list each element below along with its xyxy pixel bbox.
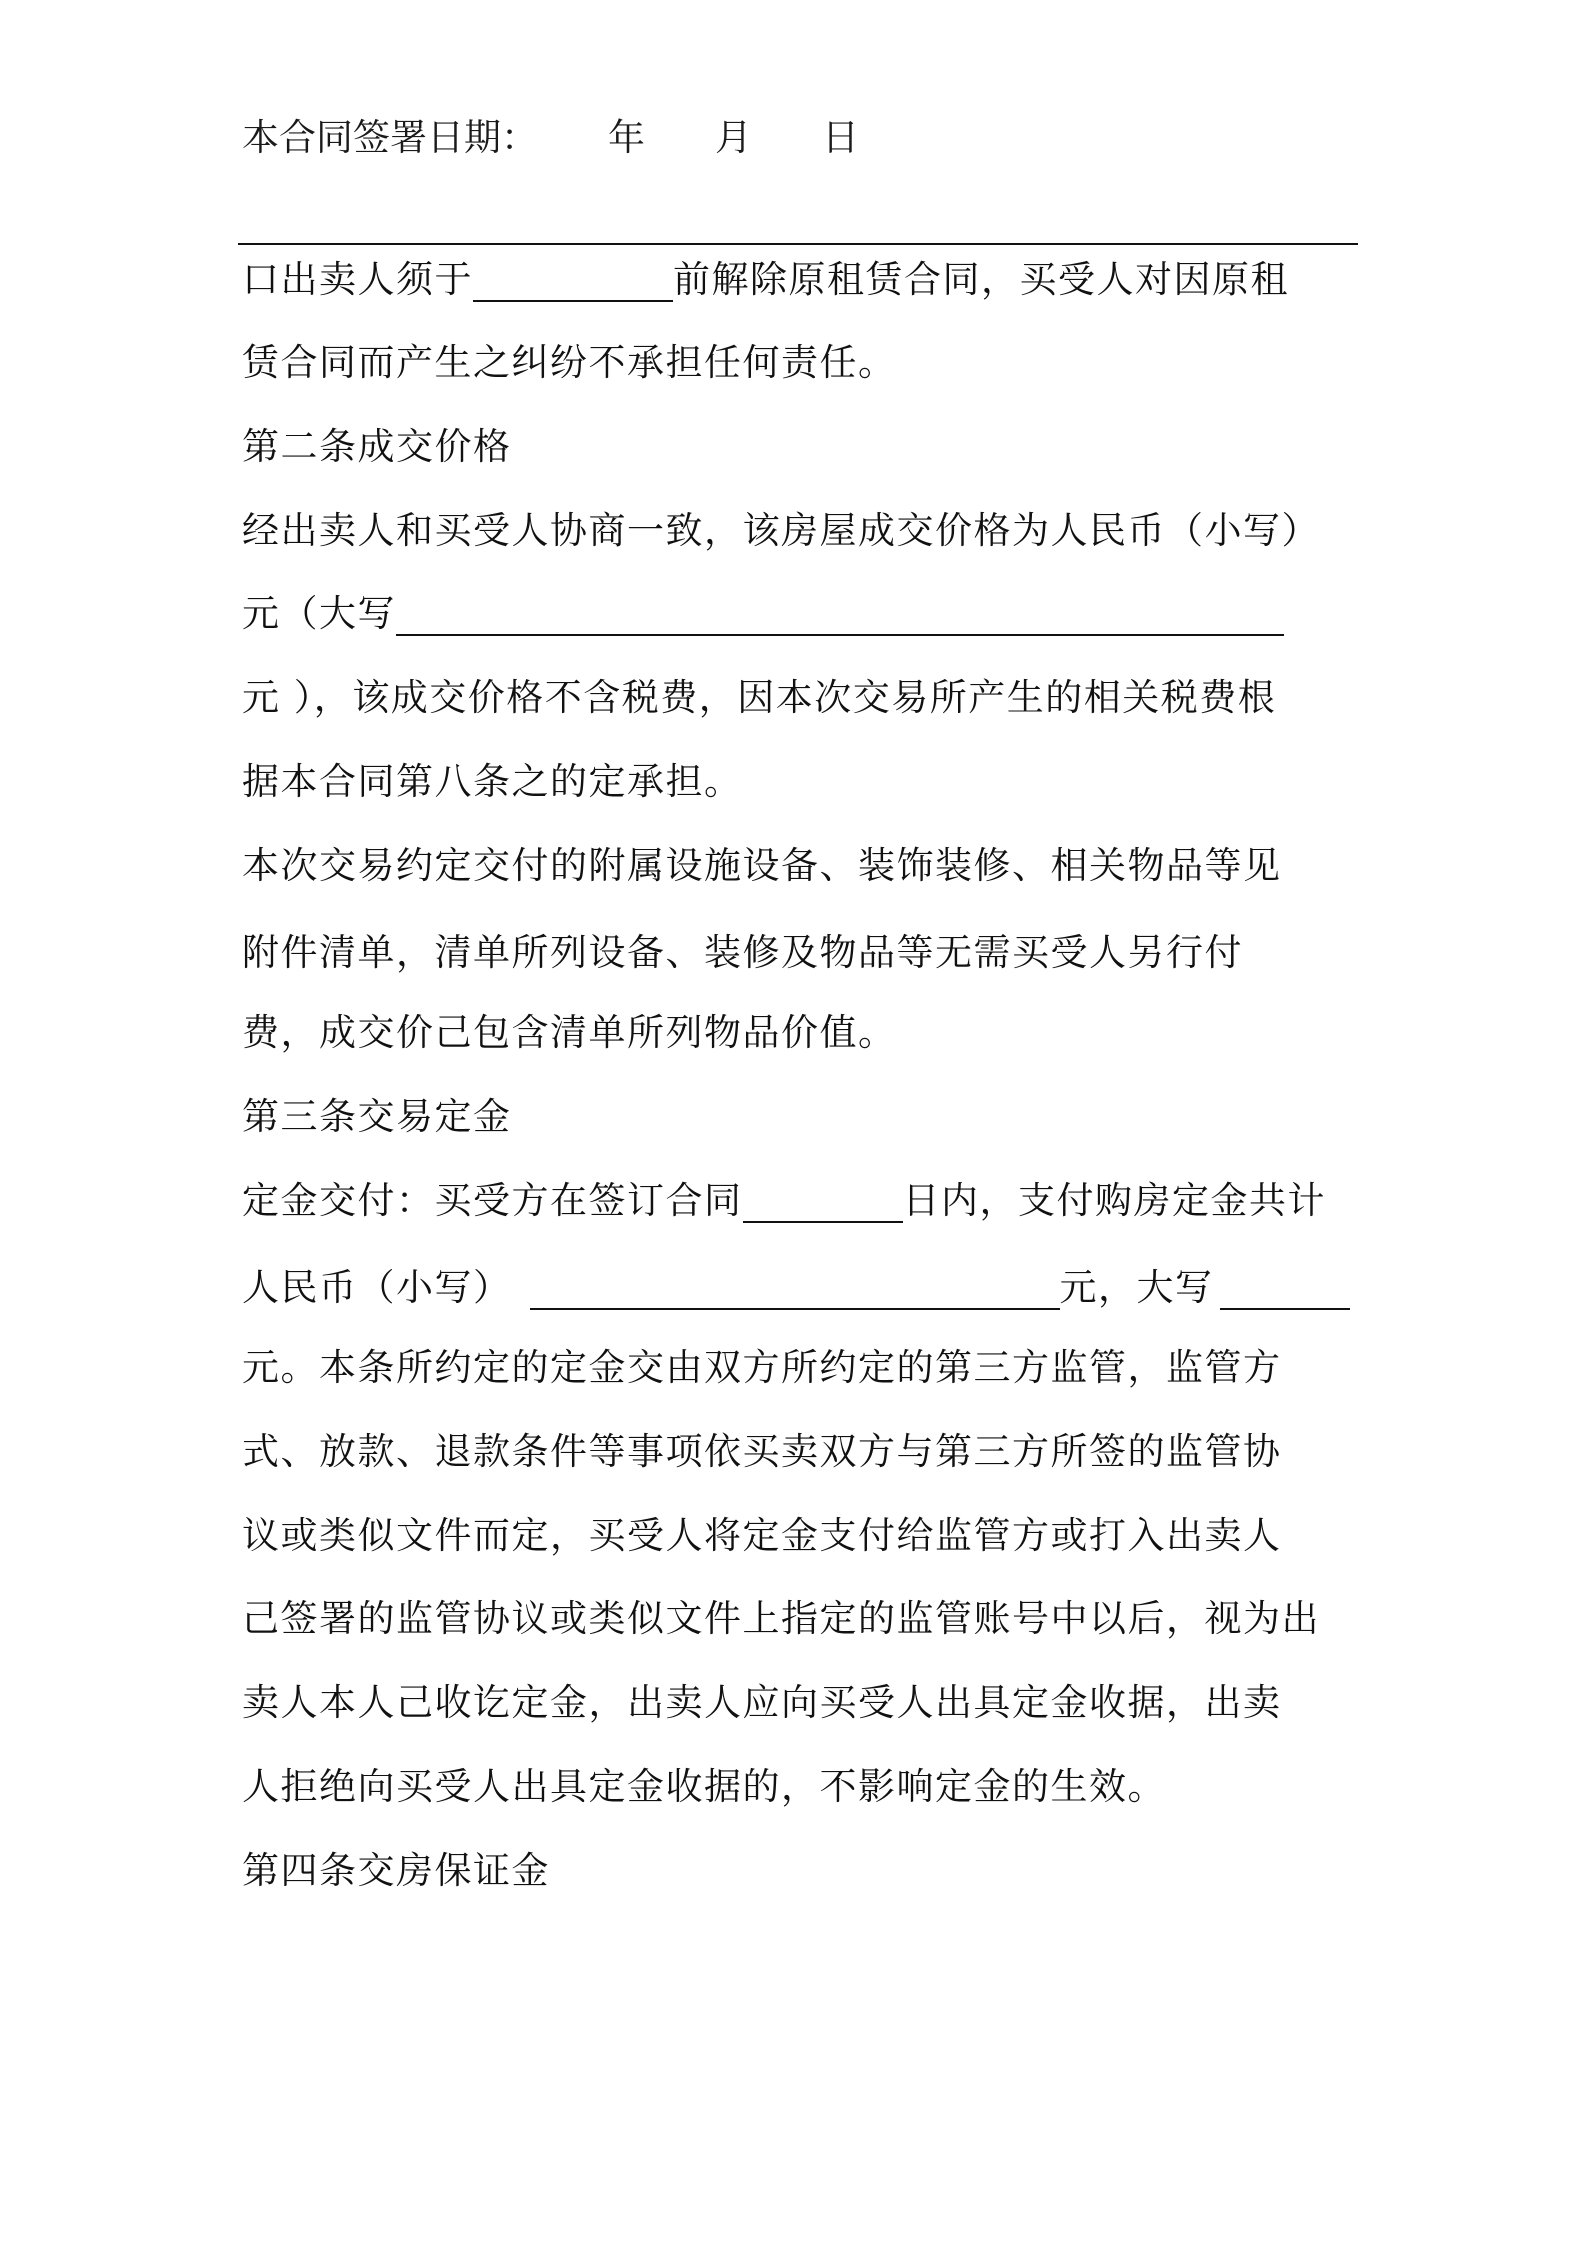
paragraph-line: 据本合同第八条之的定承担。 [242, 760, 743, 803]
text-segment: 口出卖人须于 [242, 258, 473, 301]
text-segment: 元（大写 [242, 592, 396, 635]
blank-field [530, 1272, 1060, 1310]
blank-field [473, 264, 673, 302]
paragraph-line: 赁合同而产生之纠纷不承担任何责任。 [242, 341, 897, 384]
paragraph-line: 费，成交价己包含清单所列物品价值。 [242, 1011, 897, 1054]
month-label: 月 [715, 116, 752, 159]
text-segment: 日内，支付购房定金共计 [902, 1179, 1326, 1222]
text-segment: 人民币（小写） [242, 1266, 512, 1309]
year-label: 年 [608, 116, 645, 159]
paragraph-line: 经出卖人和买受人协商一致，该房屋成交价格为人民币（小写） [242, 509, 1320, 552]
paragraph-line: 人拒绝向买受人出具定金收据的，不影响定金的生效。 [242, 1765, 1166, 1808]
paragraph-line [242, 1179, 1326, 1223]
paragraph-line: 本次交易约定交付的附属设施设备、装饰装修、相关物品等见 [242, 844, 1282, 887]
text-segment: 元，大写 [1059, 1266, 1214, 1309]
paragraph-line [242, 1266, 1350, 1310]
section-heading-4: 第四条交房保证金 [242, 1849, 550, 1892]
text-segment: 前解除原租赁合同，买受人对因原租 [673, 258, 1289, 301]
header-divider [238, 243, 1358, 245]
paragraph-line: 元 ），该成交价格不含税费，因本次交易所产生的相关税费根 [242, 676, 1277, 719]
paragraph-line: 卖人本人己收讫定金，出卖人应向买受人出具定金收据，出卖 [242, 1681, 1282, 1724]
paragraph-line: 己签署的监管协议或类似文件上指定的监管账号中以后，视为出 [242, 1597, 1320, 1640]
paragraph-line: 议或类似文件而定，买受人将定金支付给监管方或打入出卖人 [242, 1514, 1282, 1557]
text-segment: 定金交付：买受方在签订合同 [242, 1179, 743, 1222]
blank-field [743, 1185, 903, 1223]
paragraph-line: 元。本条所约定的定金交由双方所约定的第三方监管，监管方 [242, 1346, 1282, 1389]
section-heading-3: 第三条交易定金 [242, 1095, 512, 1138]
blank-field [396, 598, 1284, 636]
day-label: 日 [822, 116, 859, 159]
sign-date-label: 本合同签署日期： [242, 116, 538, 159]
paragraph-line [242, 592, 1284, 636]
paragraph-line: 式、放款、退款条件等事项依买卖双方与第三方所签的监管协 [242, 1430, 1282, 1473]
paragraph-line: 附件清单，清单所列设备、装修及物品等无需买受人另行付 [242, 931, 1243, 974]
blank-field [1220, 1272, 1350, 1310]
contract-date-header [242, 116, 859, 160]
paragraph-line [242, 258, 1289, 302]
section-heading-2: 第二条成交价格 [242, 425, 512, 468]
